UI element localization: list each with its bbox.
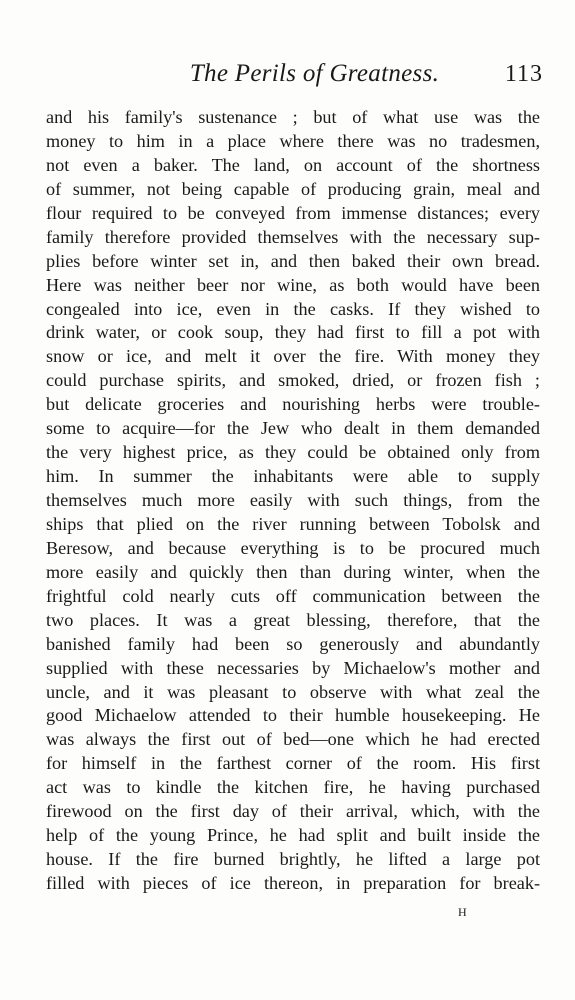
- text-line: Here was neither beer nor wine, as both would have been: [46, 274, 540, 295]
- text-line: of summer, not being capable of producing grain, meal and: [46, 178, 540, 199]
- text-line: two places. It was a great blessing, therefore, that the: [46, 609, 540, 630]
- running-title: The Perils of Greatness.: [189, 60, 440, 87]
- text-line: supplied with these necessaries by Michaelow's mother and: [46, 657, 540, 678]
- text-line: money to him in a place where there was no tradesmen,: [46, 130, 540, 151]
- body-text: [46, 106, 540, 896]
- page-number: 113: [504, 61, 543, 87]
- text-line: Beresow, and because everything is to be procured much: [46, 537, 540, 558]
- text-line: help of the young Prince, he had split and built inside the: [46, 825, 540, 846]
- text-line: for himself in the farthest corner of the room. His first: [46, 753, 540, 774]
- text-line: but delicate groceries and nourishing herbs were trouble-: [46, 394, 540, 415]
- text-line: frightful cold nearly cuts off communication between the: [46, 585, 540, 606]
- text-line: him. In summer the inhabitants were able to supply: [46, 466, 540, 487]
- text-line: drink water, or cook soup, they had first to fill a pot with: [46, 322, 540, 343]
- text-line: ships that plied on the river running between Tobolsk and: [46, 513, 540, 534]
- text-line: family therefore provided themselves with the necessary sup-: [46, 226, 540, 247]
- text-line: banished family had been so generously and abundantly: [46, 633, 540, 654]
- text-line: not even a baker. The land, on account of the shortness: [46, 154, 540, 175]
- text-line: uncle, and it was pleasant to observe with what zeal the: [46, 681, 540, 702]
- signature-mark: H: [458, 905, 468, 919]
- text-line: flour required to be conveyed from immense distances; every: [46, 202, 540, 223]
- text-line: congealed into ice, even in the casks. If they wished to: [46, 298, 540, 319]
- text-line: and his family's sustenance ; but of what use was the: [46, 107, 540, 127]
- text-line: firewood on the first day of their arrival, which, with the: [46, 801, 540, 822]
- text-line: was always the first out of bed—one which he had erected: [46, 729, 540, 750]
- text-line: good Michaelow attended to their humble housekeeping. He: [46, 705, 540, 726]
- text-line: house. If the fire burned brightly, he lifted a large pot: [46, 849, 540, 870]
- text-line: could purchase spirits, and smoked, dried, or frozen fish ;: [46, 370, 540, 391]
- text-line: the very highest price, as they could be obtained only from: [46, 442, 540, 463]
- text-line: act was to kindle the kitchen fire, he having purchased: [46, 777, 540, 798]
- text-line: plies before winter set in, and then baked their own bread.: [46, 250, 540, 271]
- page-header: [46, 58, 543, 94]
- text-line: snow or ice, and melt it over the fire. With money they: [46, 346, 540, 367]
- text-line: more easily and quickly then than during winter, when the: [46, 561, 540, 582]
- text-line: some to acquire—for the Jew who dealt in them demanded: [46, 418, 540, 439]
- text-line: filled with pieces of ice thereon, in preparation for break-: [46, 873, 540, 893]
- text-line: themselves much more easily with such things, from the: [46, 490, 540, 510]
